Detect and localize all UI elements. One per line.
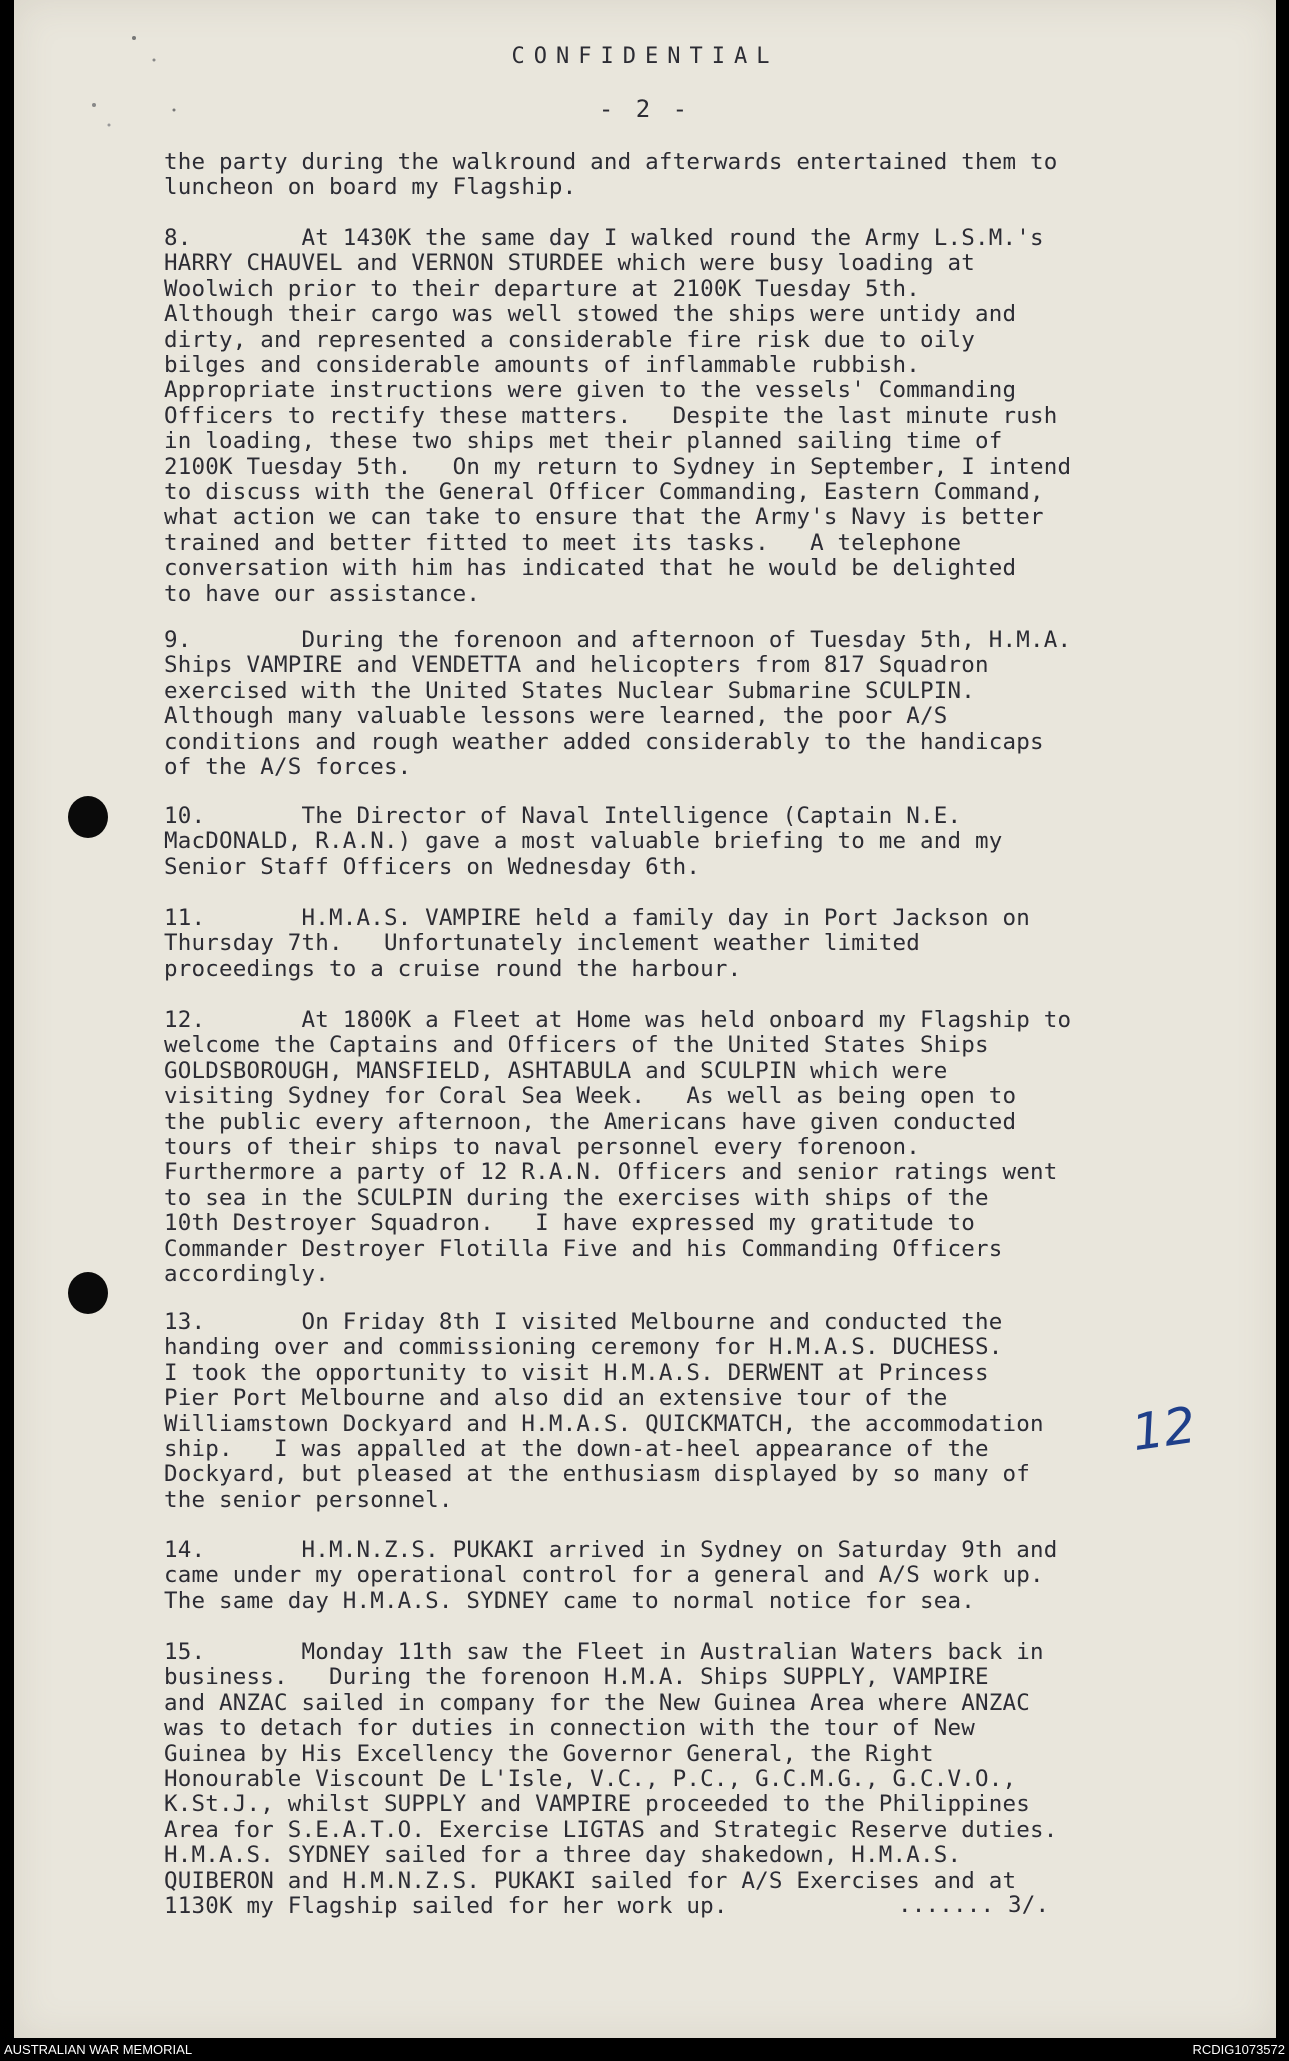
classification-header: CONFIDENTIAL [511,44,779,69]
margin-annotation: 12 [1128,1395,1200,1463]
document-page [14,0,1276,2038]
punch-hole-bottom [68,1272,108,1314]
footer-reference: RCDIG1073572 [1192,2042,1285,2057]
paragraph-14: 14. H.M.N.Z.S. PUKAKI arrived in Sydney on Saturday 9th and came under my operational control for a general and A/S work up. The same day H.M.A.S. SYDNEY came to normal notice for sea. [164,1537,1058,1614]
punch-hole-top [68,796,108,838]
paragraph-13: 13. On Friday 8th I visited Melbourne and conducted the handing over and commissioning ceremony for H.M.A.S. DUCHESS. I took the opportunity to visit H.M.A.S. DERWENT at Princess Pier Port Melbourne and also did an extensive tour of the Williamstown Dockyard and H.M.A.S. QUICKMATCH, the accommodation ship. I was appalled at the down-at-heel appearance of the Dockyard, but pleased at the enthusiasm displayed by so many of the senior personnel. [164,1309,1044,1513]
paragraph-10: 10. The Director of Naval Intelligence (Captain N.E. MacDONALD, R.A.N.) gave a most valuable briefing to me and my Senior Staff Officers on Wednesday 6th. [164,803,1003,880]
paragraph-15: 15. Monday 11th saw the Fleet in Australian Waters back in business. During the forenoon H.M.A. Ships SUPPLY, VAMPIRE and ANZAC sailed in company for the New Guinea Area where ANZAC was to detach for duties in connection with the tour of New Guinea by His Excellency the Governor General, the Right Honourable Viscount De L'Isle, V.C., P.C., G.C.M.G., G.C.V.O., K.St.J., whilst SUPPLY and VAMPIRE proceeded to the Philippines Area for S.E.A.T.O. Exercise LIGTAS and Strategic Reserve duties. H.M.A.S. SYDNEY sailed for a three day shakedown, H.M.A.S. QUIBERON and H.M.N.Z.S. PUKAKI sailed for A/S Exercises and at 1130K my Flagship sailed for her work up. [164,1639,1058,1920]
page-number: - 2 - [598,95,692,123]
archive-footer [0,2038,1289,2061]
paragraph-11: 11. H.M.A.S. VAMPIRE held a family day in Port Jackson on Thursday 7th. Unfortunately inclement weather limited proceedings to a cruise round the harbour. [164,905,1031,982]
paragraph-9: 9. During the forenoon and afternoon of Tuesday 5th, H.M.A. Ships VAMPIRE and VENDETTA and helicopters from 817 Squadron exercised with the United States Nuclear Submarine SCULPIN. Although many valuable lessons were learned, the poor A/S conditions and rough weather added considerably to the handicaps of the A/S forces. [164,627,1072,781]
paragraph-12: 12. At 1800K a Fleet at Home was held onboard my Flagship to welcome the Captains and Officers of the United States Ships GOLDSBOROUGH, MANSFIELD, ASHTABULA and SCULPIN which were visiting Sydney for Coral Sea Week. As well as being open to the public every afternoon, the Americans have given conducted tours of their ships to naval personnel every forenoon. Furthermore a party of 12 R.A.N. Officers and senior ratings went to sea in the SCULPIN during the exercises with ships of the 10th Destroyer Squadron. I have expressed my gratitude to Commander Destroyer Flotilla Five and his Commanding Officers accordingly. [164,1007,1072,1288]
paragraph-continued: the party during the walkround and afterwards entertained them to luncheon on board my Flagship. [164,149,1058,201]
footer-source: AUSTRALIAN WAR MEMORIAL [4,2042,193,2057]
paragraph-8: 8. At 1430K the same day I walked round the Army L.S.M.'s HARRY CHAUVEL and VERNON STURDEE which were busy loading at Woolwich prior to their departure at 2100K Tuesday 5th. Although their cargo was well stowed the ships were untidy and dirty, and represented a considerable fire risk due to oily bilges and considerable amounts of inflammable rubbish. Appropriate instructions were given to the vessels' Commanding Officers to rectify these matters. Despite the last minute rush in loading, these two ships met their planned sailing time of 2100K Tuesday 5th. On my return to Sydney in September, I intend to discuss with the General Officer Commanding, Eastern Command, what action we can take to ensure that the Army's Navy is better trained and better fitted to meet its tasks. A telephone conversation with him has indicated that he would be delighted to have our assistance. [164,225,1072,607]
continuation-marker: ....... 3/. [898,1892,1050,1918]
